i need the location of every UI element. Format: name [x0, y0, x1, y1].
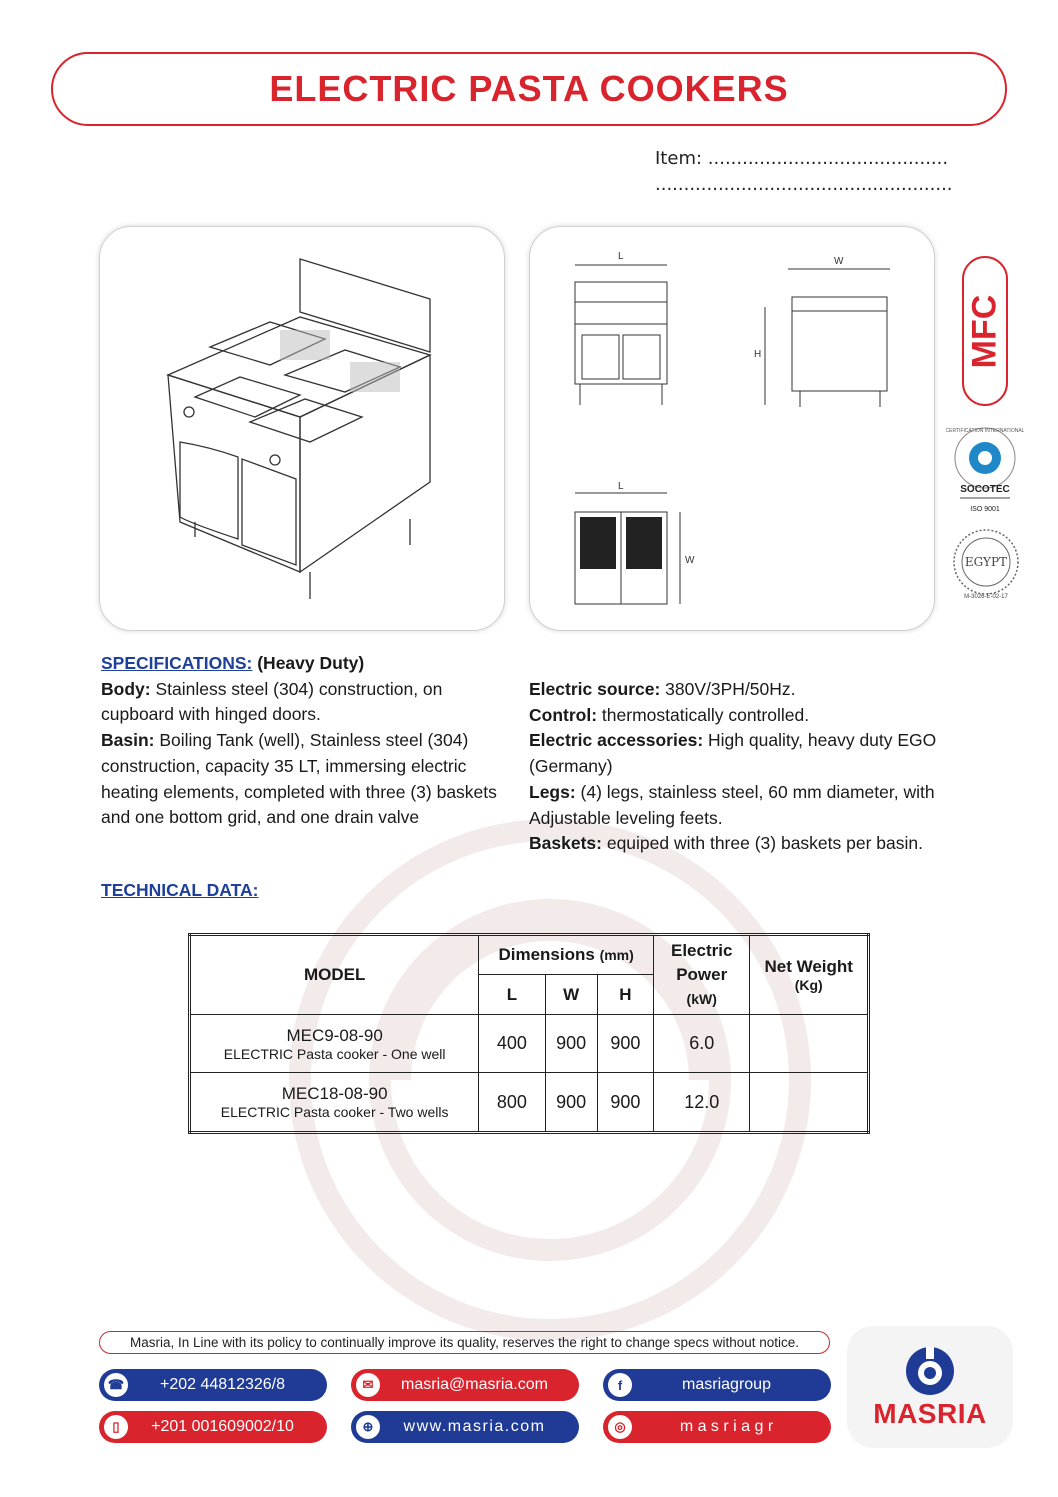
- item-label: Item:: [655, 148, 703, 169]
- L-cell: 800: [479, 1073, 545, 1133]
- H-cell: 900: [597, 1015, 653, 1073]
- spec-baskets: Baskets: equiped with three (3) baskets per basin.: [529, 833, 923, 854]
- spec-legs: Legs: (4) legs, stainless steel, 60 mm diameter, with Adjustable leveling feets.: [529, 781, 935, 828]
- specifications-heading: SPECIFICATIONS:: [101, 653, 253, 673]
- technical-data-table: [188, 933, 870, 1134]
- H-header: H: [597, 975, 653, 1015]
- instagram-link[interactable]: [603, 1411, 831, 1443]
- item-field: [655, 148, 948, 169]
- spec-body: Body: Stainless steel (304) construction, on cupboard with hinged doors.: [101, 678, 443, 725]
- item-dots-1: ..........................................: [707, 148, 949, 169]
- specifications-note: (Heavy Duty): [257, 653, 365, 673]
- top-W-label: W: [685, 555, 695, 566]
- page-title: ELECTRIC PASTA COOKERS: [269, 68, 789, 109]
- model-cell: MEC9-08-90 ELECTRIC Pasta cooker - One well: [190, 1015, 479, 1073]
- side-H-label: H: [754, 349, 762, 360]
- phone-mobile-link[interactable]: [99, 1411, 327, 1443]
- H-cell: 900: [597, 1073, 653, 1133]
- W-cell: 900: [545, 1073, 597, 1133]
- spec-electric-source: Electric source: 380V/3PH/50Hz.: [529, 679, 796, 699]
- weight-cell: [750, 1073, 869, 1133]
- mobile-icon: ▯: [104, 1415, 128, 1439]
- item-dots-2: ....................................................: [655, 174, 953, 195]
- power-header: Electric Power (kW): [654, 935, 750, 1015]
- L-cell: 400: [479, 1015, 545, 1073]
- facebook-icon: f: [608, 1373, 632, 1397]
- top-L-label: L: [618, 481, 624, 492]
- website-link[interactable]: [351, 1411, 579, 1443]
- spec-control: Control: thermostatically controlled.: [529, 704, 810, 725]
- spec-basin: Basin: Boiling Tank (well), Stainless steel (304) construction, capacity 35 LT, immersing electric heating elements, completed with three (3) baskets and one bottom grid, and one drain valve: [101, 730, 497, 828]
- website-text: www.masria.com: [403, 1418, 546, 1435]
- front-L-label: L: [618, 251, 624, 262]
- W-cell: 900: [545, 1015, 597, 1073]
- dimensions-header: Dimensions (mm): [479, 935, 654, 975]
- socotec-ring-text: CERTIFICATION INTERNATIONAL: [946, 428, 1024, 434]
- model-header: MODEL: [190, 935, 479, 1015]
- dimension-drawings: [530, 227, 936, 632]
- iso-text: ISO 9001: [970, 506, 1000, 513]
- facebook-text: masriagroup: [682, 1376, 771, 1393]
- email-text: masria@masria.com: [401, 1376, 548, 1393]
- model-cell: MEC18-08-90 ELECTRIC Pasta cooker - Two wells: [190, 1073, 479, 1133]
- weight-header: Net Weight (Kg): [750, 935, 869, 1015]
- spec-electric-accessories: Electric accessories: High quality, heavy duty EGO (Germany): [529, 730, 937, 777]
- mfc-text: MFC: [965, 294, 1004, 368]
- masria-brand-text: MASRIA: [873, 1398, 987, 1429]
- socotec-iso-seal: [946, 424, 1024, 516]
- egypt-seal-text: EGYPT: [964, 555, 1008, 569]
- table-row: [190, 1073, 869, 1133]
- mfc-badge: [962, 256, 1008, 406]
- globe-icon: ⊕: [356, 1415, 380, 1439]
- masria-logo: [847, 1326, 1013, 1448]
- masria-emblem-icon: [901, 1344, 959, 1398]
- socotec-text: SOCOTEC: [960, 484, 1010, 495]
- title-banner: [51, 52, 1007, 126]
- phone-landline-text: +202 44812326/8: [159, 1376, 285, 1393]
- phone-landline-link[interactable]: [99, 1369, 327, 1401]
- mail-icon: ✉: [356, 1373, 380, 1397]
- item-field-line2: [655, 174, 953, 195]
- dimensions-diagram-panel: [529, 226, 935, 631]
- instagram-text: m a s r i a g r: [679, 1418, 774, 1435]
- facebook-link[interactable]: [603, 1369, 831, 1401]
- power-cell: 12.0: [654, 1073, 750, 1133]
- phone-icon: ☎: [104, 1373, 128, 1397]
- product-image-panel: [99, 226, 505, 631]
- egypt-quality-seal: [948, 528, 1024, 600]
- phone-mobile-text: +201 001609002/10: [151, 1418, 294, 1435]
- power-cell: 6.0: [654, 1015, 750, 1073]
- table-row: [190, 1015, 869, 1073]
- specifications-heading-row: [101, 651, 501, 677]
- L-header: L: [479, 975, 545, 1015]
- email-link[interactable]: [351, 1369, 579, 1401]
- technical-data-heading: TECHNICAL DATA:: [101, 880, 259, 900]
- pasta-cooker-illustration: [100, 227, 506, 632]
- specifications-right: [529, 677, 969, 857]
- policy-notice: Masria, In Line with its policy to continually improve its quality, reserves the right to change specs without notice.: [99, 1331, 830, 1354]
- instagram-icon: ◎: [608, 1415, 632, 1439]
- specifications-left: [101, 651, 501, 831]
- egypt-seal-code: M-3026-E-02-17: [964, 594, 1008, 600]
- side-W-label: W: [834, 256, 844, 267]
- weight-cell: [750, 1015, 869, 1073]
- W-header: W: [545, 975, 597, 1015]
